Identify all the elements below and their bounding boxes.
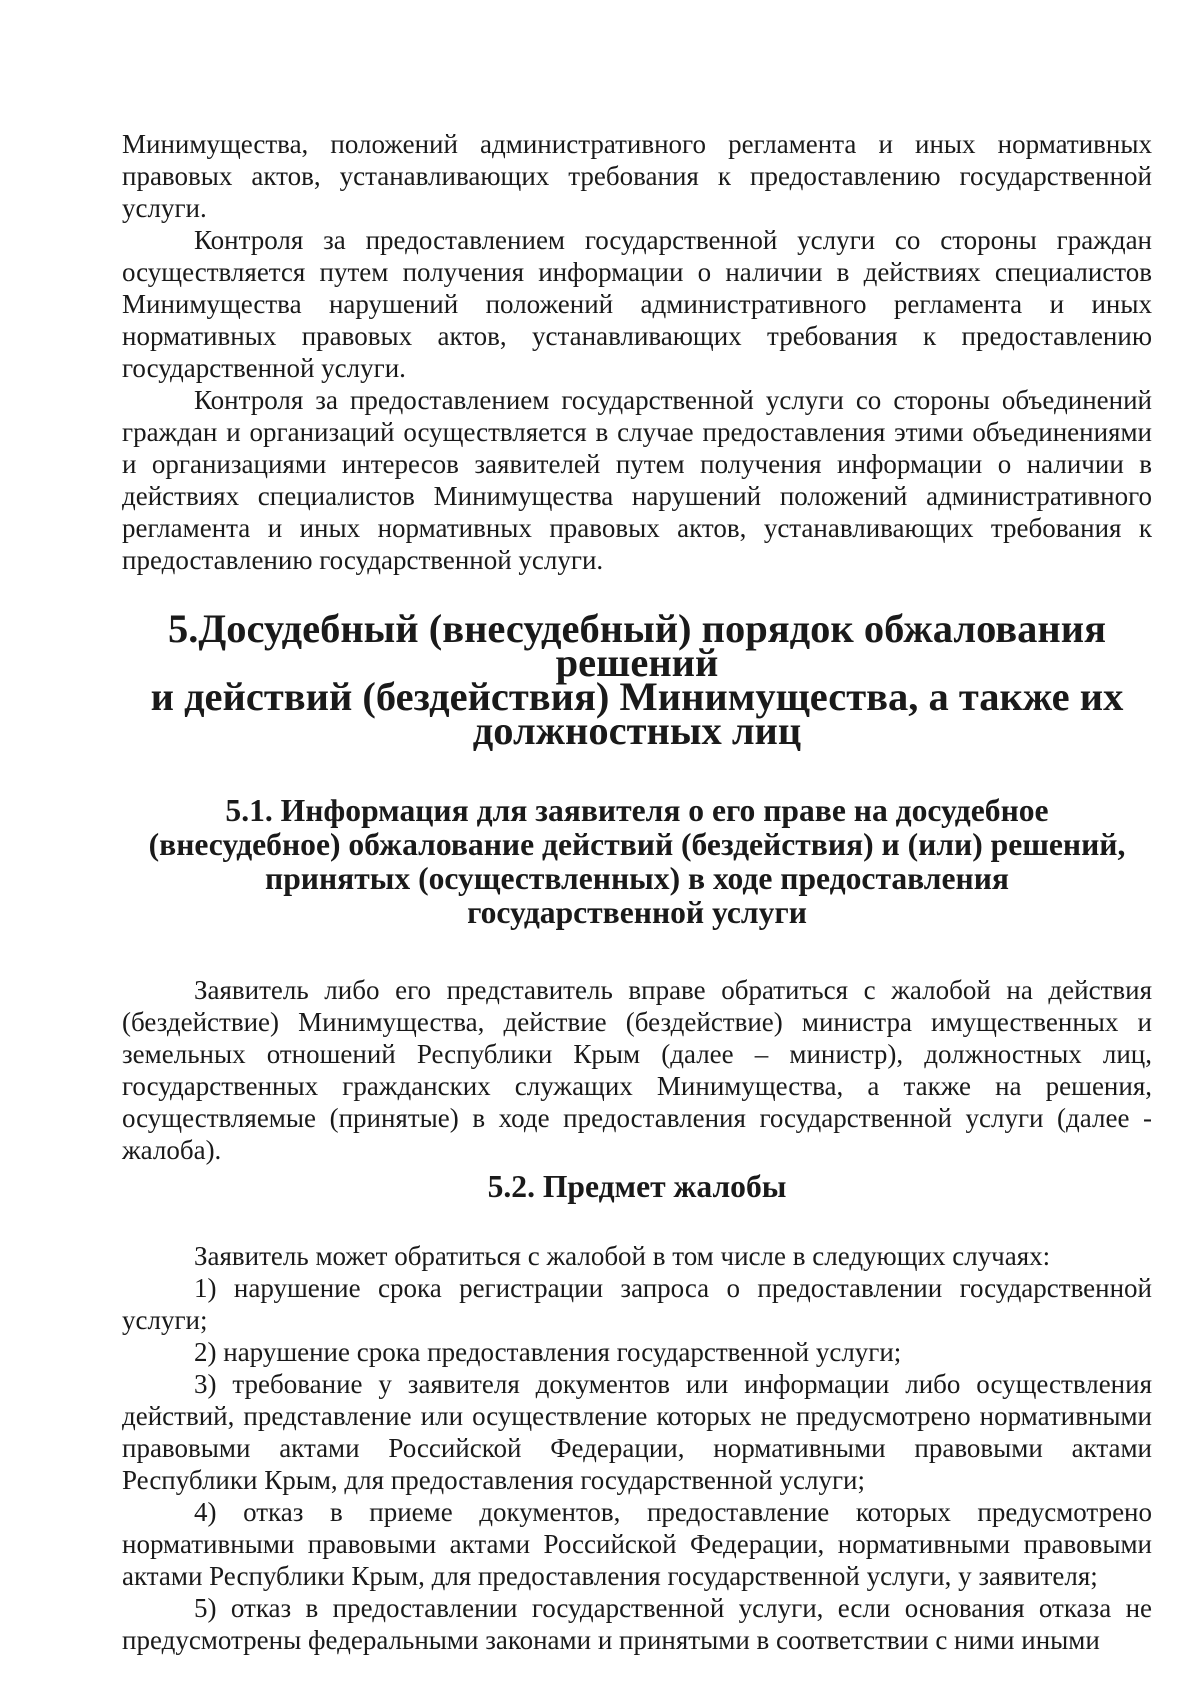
section-5-2-heading: 5.2. Предмет жалобы (487, 1169, 787, 1204)
list-item: 2) нарушение срока предоставления государственной услуги; (194, 1337, 902, 1367)
list-intro: Заявитель может обратиться с жалобой в том числе в следующих случаях: (194, 1241, 1051, 1271)
paragraph-continuation: Минимущества, положений административного регламента и иных нормативных правовых актов, устанавливающих требования к предоставлению государственной услуги. (122, 129, 1152, 223)
paragraph-organization-control: Контроля за предоставлением государственной услуги со стороны объединений граждан и организаций осуществляется в случае предоставления этими объединениями и организациями интересов заявителей путем получения информации о наличии в действиях специалистов Минимущества нарушений положений административного регламента и иных нормативных правовых актов, устанавливающих требования к предоставлению государственной услуги. (122, 385, 1152, 575)
document-page (122, 128, 1152, 1656)
section-5-heading-line: 5.Досудебный (внесудебный) порядок обжалования решений (167, 606, 1107, 685)
list-item: 1) нарушение срока регистрации запроса о предоставлении государственной услуги; (122, 1273, 1152, 1335)
section-5-heading-line: должностных лиц (472, 708, 802, 753)
paragraph-citizen-control: Контроля за предоставлением государственной услуги со стороны граждан осуществляется путем получения информации о наличии в действиях специалистов Минимущества нарушений положений административного регламента и иных нормативных правовых актов, устанавливающих требования к предоставлению государственной услуги. (122, 225, 1152, 383)
section-5-1-heading-line: принятых (осуществленных) в ходе предоставления (265, 861, 1009, 896)
paragraph-right-to-complain: Заявитель либо его представитель вправе обратиться с жалобой на действия (бездействие) Минимущества, действие (бездействие) министра имущественных и земельных отношений Республики Крым (далее – министр), должностных лиц, государственных гражданских служащих Минимущества, а также на решения, осуществляемые (принятые) в ходе предоставления государственной услуги (далее - жалоба). (122, 975, 1152, 1165)
list-item: 4) отказ в приеме документов, предоставление которых предусмотрено нормативными правовыми актами Российской Федерации, нормативными правовыми актами Республики Крым, для предоставления государственной услуги, у заявителя; (122, 1497, 1152, 1591)
section-5-heading-line: и действий (бездействия) Минимущества, а также их (150, 674, 1124, 719)
section-5-heading (122, 606, 1152, 753)
list-item: 5) отказ в предоставлении государственной услуги, если основания отказа не предусмотрены федеральными законами и принятыми в соответствии с ними иными (122, 1593, 1152, 1655)
section-5-1-heading-line: (внесудебное) обжалование действий (бездействия) и (или) решений, (148, 827, 1126, 862)
list-item: 3) требование у заявителя документов или информации либо осуществления действий, представление или осуществление которых не предусмотрено нормативными правовыми актами Российской Федерации, нормативными правовыми актами Республики Крым, для предоставления государственной услуги; (122, 1369, 1152, 1495)
section-5-1-heading-line: 5.1. Информация для заявителя о его праве на досудебное (225, 793, 1049, 828)
section-5-1-heading-line: государственной услуги (467, 895, 807, 930)
section-5-1-heading (122, 794, 1152, 930)
